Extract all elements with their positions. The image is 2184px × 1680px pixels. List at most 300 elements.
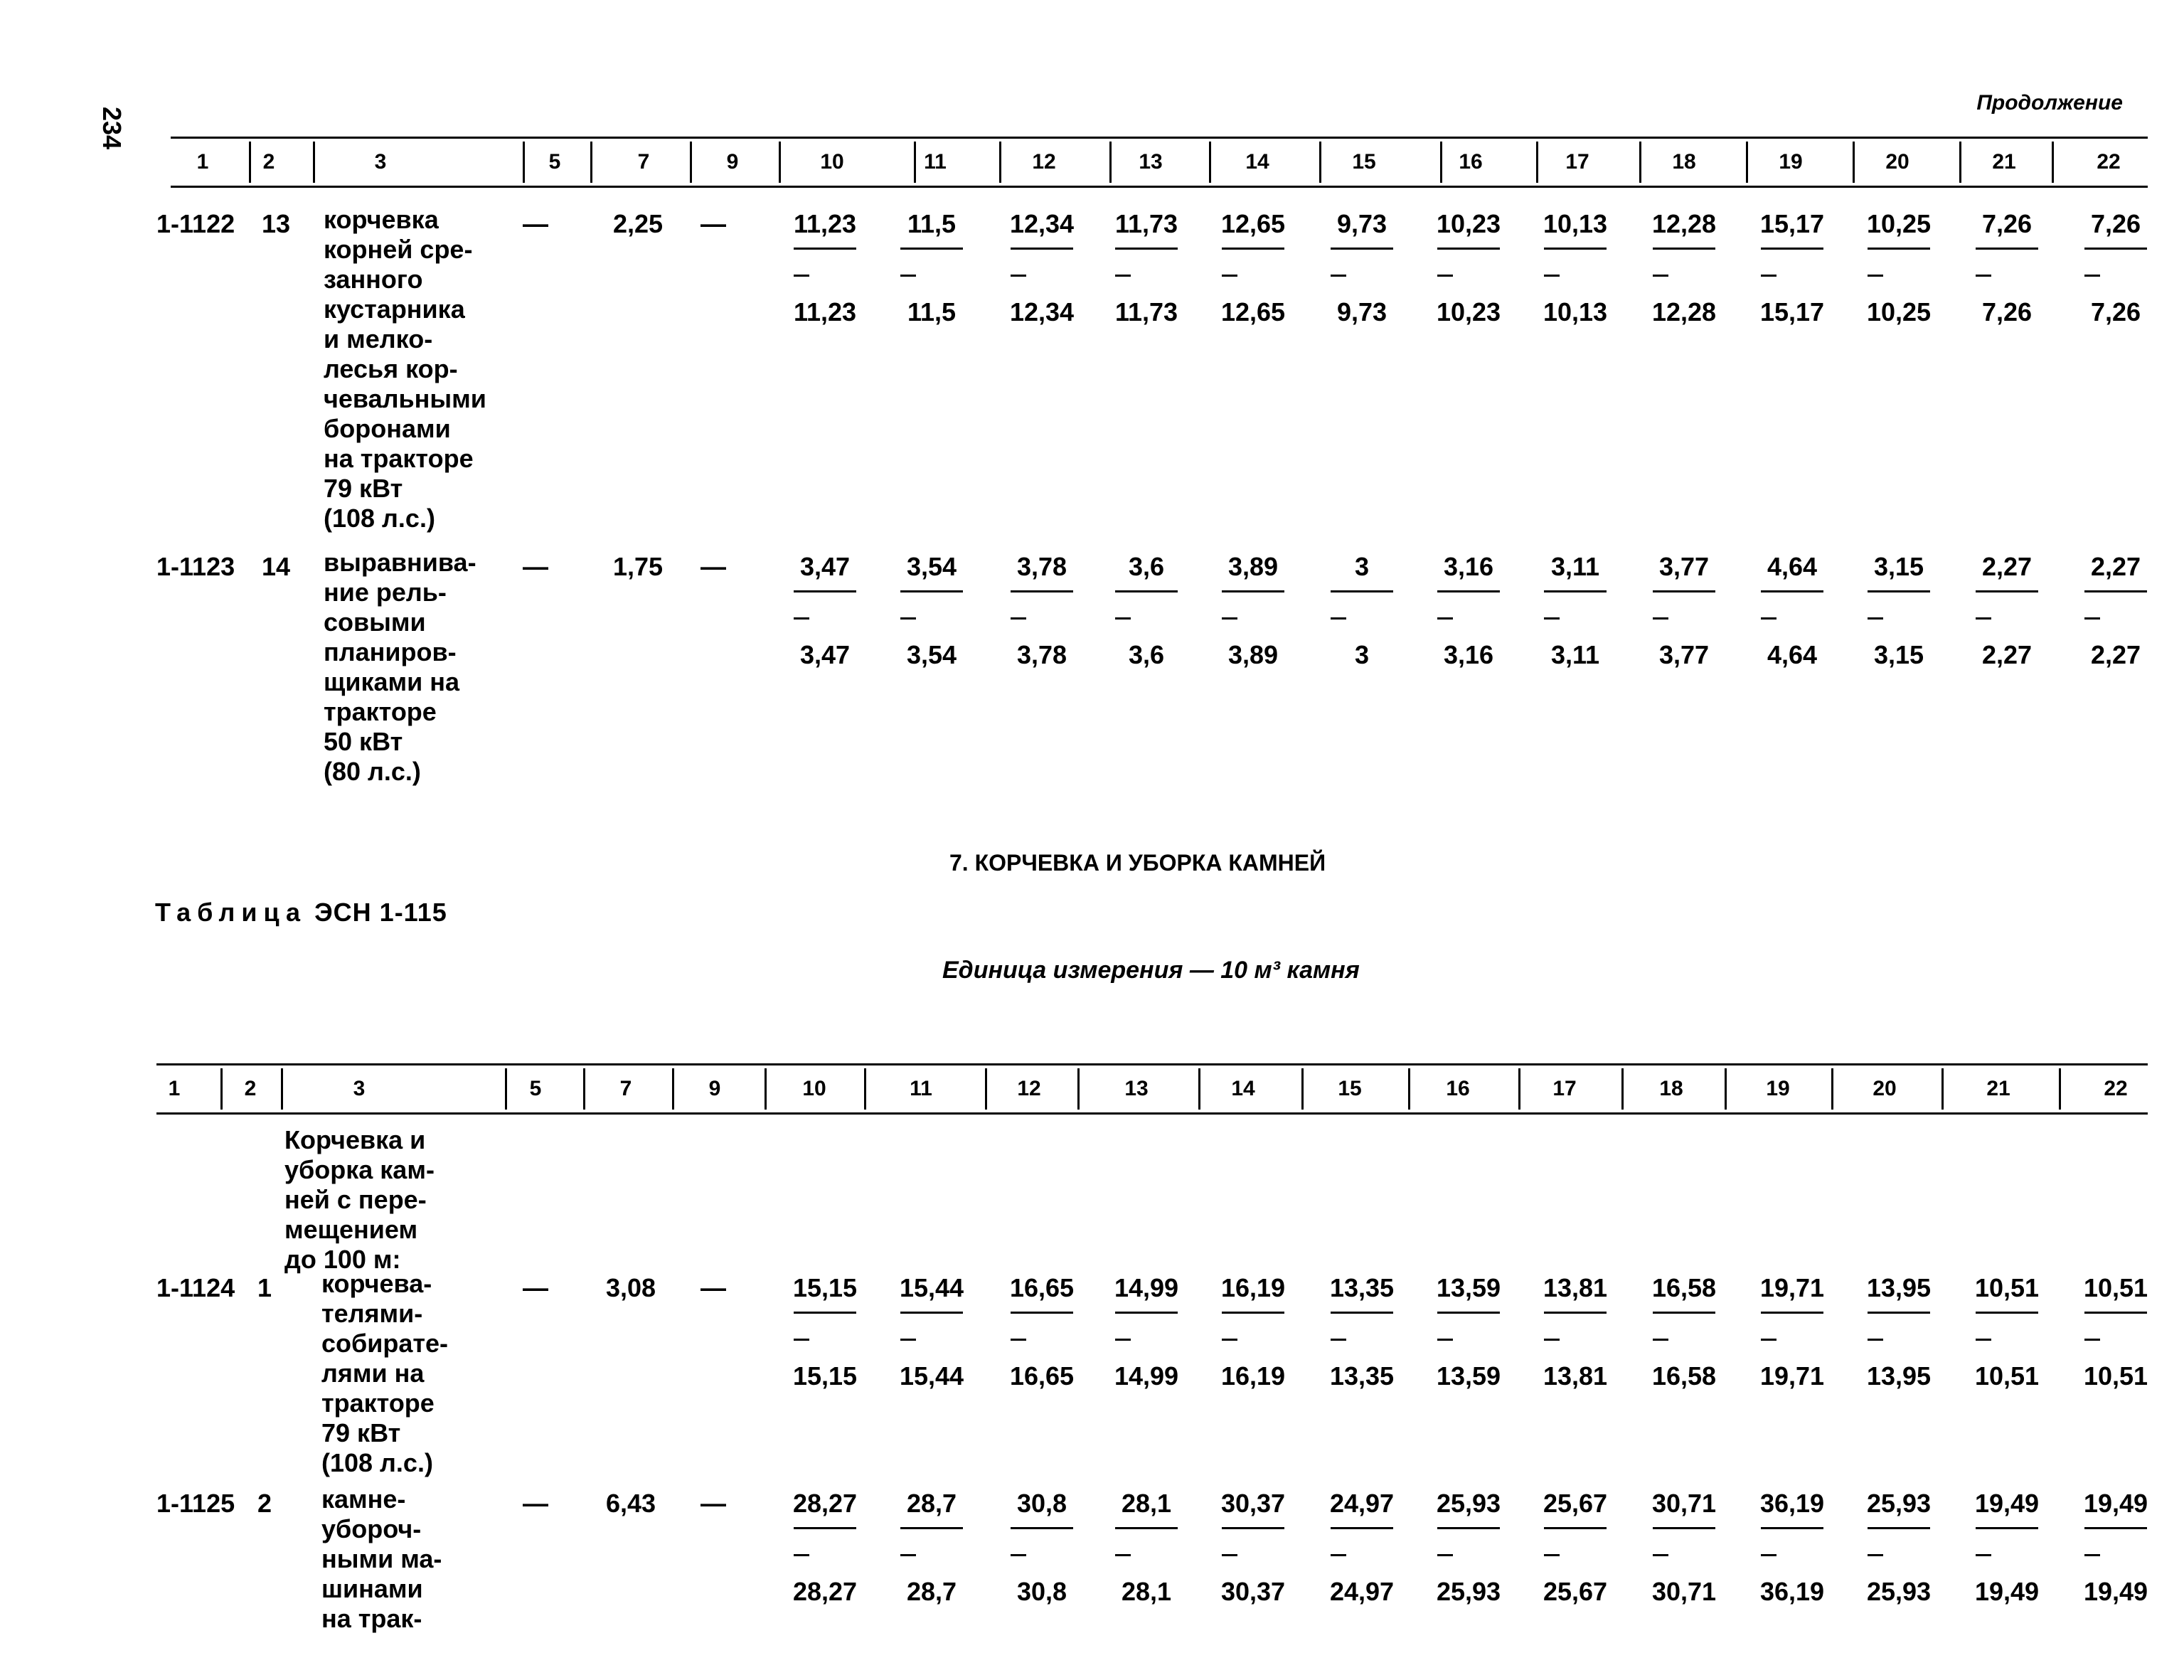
row-1-1125-value-denominator: 28,1 (1121, 1577, 1172, 1606)
fraction-bar (794, 590, 856, 592)
row-1-1124-value-denominator: 15,44 (899, 1361, 964, 1391)
header-cell-col-13: 13 (1139, 150, 1163, 174)
header-cell-col-21: 21 (1992, 150, 2016, 174)
row-1-1122-value-denominator: 7,26 (2090, 297, 2141, 326)
row-1-1123-value-numerator: 2,27 (1981, 552, 2033, 581)
row-1-1123-value-numerator: 2,27 (2090, 552, 2141, 581)
header-separator (1209, 142, 1211, 183)
fraction-bar (1544, 248, 1607, 250)
row-1-1124-value-denominator: 15,15 (792, 1361, 858, 1391)
row-1-1124-description: корчева- телями- собирате- лями на тракторе 79 кВт (108 л.с.) (321, 1269, 449, 1477)
row-1-1124-value-denominator: 10,51 (1974, 1361, 2040, 1391)
header-cell-col-13: 13 (1124, 1077, 1149, 1100)
fraction-dash (2084, 1339, 2100, 1341)
header-cell-col-22: 22 (2097, 150, 2121, 174)
row-1-1123-col7: 1,75 (613, 552, 664, 581)
fraction-dash (1437, 617, 1453, 620)
header-cell-col-17: 17 (1552, 1077, 1577, 1100)
fraction-bar (1544, 1527, 1607, 1529)
fraction-bar (1761, 1312, 1823, 1314)
row-1-1122-value-denominator: 12,65 (1220, 297, 1286, 326)
row-1-1124-value-numerator: 16,65 (1009, 1273, 1075, 1302)
row-1-1125-value-numerator: 36,19 (1759, 1489, 1825, 1518)
fraction-dash (1653, 1339, 1668, 1341)
header-separator (1831, 1068, 1833, 1110)
row-1-1125-code: 1-1125 (156, 1489, 235, 1518)
row-1-1124-value-numerator: 15,44 (899, 1273, 964, 1302)
row-1-1123-value-denominator: 3,11 (1550, 640, 1600, 669)
header-separator (914, 142, 916, 183)
row-1-1125-value-denominator: 30,8 (1016, 1577, 1067, 1606)
row-1-1122-value-numerator: 11,23 (793, 209, 857, 238)
header-cell-col-15: 15 (1338, 1077, 1362, 1100)
fraction-dash (1544, 1554, 1560, 1556)
row-1-1122-value-denominator: 15,17 (1759, 297, 1825, 326)
header-separator (505, 1068, 507, 1110)
fraction-dash (1331, 1339, 1346, 1341)
fraction-bar (1222, 590, 1284, 592)
fraction-dash (1437, 1339, 1453, 1341)
row-1-1124-value-numerator: 16,19 (1220, 1273, 1286, 1302)
fraction-dash (1011, 1339, 1026, 1341)
header-separator (765, 1068, 767, 1110)
row-1-1124-value-denominator: 16,19 (1220, 1361, 1286, 1391)
row-1-1125-value-denominator: 36,19 (1759, 1577, 1825, 1606)
header-cell-col-18: 18 (1672, 150, 1696, 174)
header-separator (523, 142, 525, 183)
header-separator (1941, 1068, 1944, 1110)
fraction-bar (1976, 590, 2038, 592)
fraction-bar (1437, 1312, 1500, 1314)
row-1-1125-value-numerator: 28,27 (792, 1489, 858, 1518)
row-1-1125-value-numerator: 28,7 (906, 1489, 957, 1518)
row-1-1125-value-denominator: 19,49 (2083, 1577, 2148, 1606)
row-1-1124-value-denominator: 13,95 (1866, 1361, 1932, 1391)
fraction-bar (1761, 590, 1823, 592)
fraction-bar (1437, 590, 1500, 592)
fraction-dash (900, 1339, 916, 1341)
header-cell-col-19: 19 (1779, 150, 1803, 174)
fraction-bar (1011, 1527, 1073, 1529)
header-cell-col-20: 20 (1873, 1077, 1897, 1100)
header-cell-col-18: 18 (1659, 1077, 1683, 1100)
table2-header (156, 1063, 2148, 1115)
header-separator (1959, 142, 1961, 183)
row-1-1125-value-denominator: 30,37 (1220, 1577, 1286, 1606)
row-1-1125-value-numerator: 30,37 (1220, 1489, 1286, 1518)
row-1-1125-value-numerator: 25,93 (1436, 1489, 1501, 1518)
fraction-bar (1011, 590, 1073, 592)
row-1-1123-value-numerator: 3,16 (1443, 552, 1494, 581)
row-1-1124-value-denominator: 13,35 (1329, 1361, 1395, 1391)
header-cell-col-14: 14 (1245, 150, 1269, 174)
fraction-dash (1115, 275, 1131, 277)
unit-of-measure: Единица измерения — 10 м³ камня (942, 957, 1360, 984)
header-cell-col-21: 21 (1986, 1077, 2010, 1100)
row-1-1124-number: 1 (257, 1273, 272, 1302)
fraction-bar (2084, 1312, 2147, 1314)
header-separator (1198, 1068, 1200, 1110)
header-cell-col-9: 9 (708, 1077, 721, 1100)
fraction-dash (1011, 617, 1026, 620)
row-1-1122-value-numerator: 12,28 (1651, 209, 1717, 238)
header-separator (313, 142, 315, 183)
fraction-dash (1761, 275, 1777, 277)
fraction-dash (1115, 617, 1131, 620)
fraction-bar (1976, 1312, 2038, 1314)
header-cell-col-2: 2 (262, 150, 275, 174)
fraction-bar (1437, 1527, 1500, 1529)
row-1-1122-value-numerator: 10,25 (1866, 209, 1932, 238)
fraction-bar (794, 248, 856, 250)
row-1-1124-col7: 3,08 (606, 1273, 656, 1302)
fraction-bar (1868, 590, 1930, 592)
row-1-1123-value-denominator: 3,77 (1658, 640, 1710, 669)
row-1-1122-value-denominator: 11,23 (793, 297, 857, 326)
header-cell-col-11: 11 (910, 1077, 932, 1100)
header-separator (1746, 142, 1748, 183)
fraction-bar (900, 248, 963, 250)
fraction-dash (1653, 275, 1668, 277)
row-1-1122-col5: — (523, 209, 548, 238)
header-separator (590, 142, 592, 183)
header-separator (220, 1068, 223, 1110)
fraction-bar (1331, 248, 1393, 250)
row-1-1122-value-numerator: 10,13 (1543, 209, 1608, 238)
fraction-bar (1115, 590, 1178, 592)
fraction-bar (2084, 1527, 2147, 1529)
row-1-1123-value-denominator: 2,27 (2090, 640, 2141, 669)
fraction-dash (1544, 1339, 1560, 1341)
header-cell-col-22: 22 (2104, 1077, 2128, 1100)
fraction-dash (1115, 1339, 1131, 1341)
row-1-1124-value-numerator: 13,95 (1866, 1273, 1932, 1302)
row-1-1124-value-numerator: 13,59 (1436, 1273, 1501, 1302)
row-1-1122-col7: 2,25 (613, 209, 664, 238)
row-1-1125-value-denominator: 25,67 (1543, 1577, 1608, 1606)
row-1-1123-value-denominator: 3,6 (1128, 640, 1165, 669)
row-1-1125-value-denominator: 30,71 (1651, 1577, 1717, 1606)
fraction-dash (1976, 275, 1991, 277)
row-1-1125-value-numerator: 25,67 (1543, 1489, 1608, 1518)
header-cell-col-19: 19 (1766, 1077, 1790, 1100)
fraction-dash (1868, 1554, 1883, 1556)
fraction-dash (1222, 1554, 1237, 1556)
header-cell-col-12: 12 (1032, 150, 1056, 174)
row-1-1125-number: 2 (257, 1489, 272, 1518)
row-1-1124-value-numerator: 13,35 (1329, 1273, 1395, 1302)
row-1-1123-value-denominator: 3 (1354, 640, 1370, 669)
fraction-bar (900, 590, 963, 592)
header-separator (249, 142, 251, 183)
row-1-1123-code: 1-1123 (156, 552, 235, 581)
header-cell-col-3: 3 (374, 150, 387, 174)
row-1-1122-value-denominator: 12,28 (1651, 297, 1717, 326)
row-1-1125-value-numerator: 19,49 (2083, 1489, 2148, 1518)
fraction-dash (900, 617, 916, 620)
fraction-dash (1868, 617, 1883, 620)
row-1-1122-value-numerator: 11,73 (1114, 209, 1178, 238)
header-separator (281, 1068, 283, 1110)
row-1-1125-value-denominator: 28,7 (906, 1577, 957, 1606)
row-1-1123-value-numerator: 3,6 (1128, 552, 1165, 581)
row-1-1124-value-numerator: 14,99 (1114, 1273, 1179, 1302)
row-1-1124-value-numerator: 13,81 (1543, 1273, 1608, 1302)
header-cell-col-7: 7 (619, 1077, 632, 1100)
row-1-1123-col5: — (523, 552, 548, 581)
fraction-bar (900, 1312, 963, 1314)
row-1-1122-value-denominator: 12,34 (1009, 297, 1075, 326)
row-1-1122-value-numerator: 7,26 (1981, 209, 2033, 238)
row-1-1125-value-numerator: 25,93 (1866, 1489, 1932, 1518)
row-1-1125-value-denominator: 19,49 (1974, 1577, 2040, 1606)
fraction-dash (1544, 617, 1560, 620)
row-1-1123-value-denominator: 4,64 (1767, 640, 1818, 669)
row-1-1122-value-numerator: 9,73 (1336, 209, 1387, 238)
row-1-1123-value-numerator: 3,54 (906, 552, 957, 581)
fraction-bar (1976, 248, 2038, 250)
row-1-1123-value-denominator: 2,27 (1981, 640, 2033, 669)
row-1-1125-value-numerator: 30,8 (1016, 1489, 1067, 1518)
fraction-bar (900, 1527, 963, 1529)
fraction-bar (1011, 248, 1073, 250)
fraction-dash (900, 275, 916, 277)
fraction-bar (1761, 248, 1823, 250)
row-1-1123-value-numerator: 3 (1354, 552, 1370, 581)
row-1-1122-value-numerator: 11,5 (907, 209, 957, 238)
table1-header (171, 137, 2148, 188)
fraction-dash (1331, 617, 1346, 620)
row-1-1124-value-numerator: 19,71 (1759, 1273, 1825, 1302)
fraction-dash (900, 1554, 916, 1556)
fraction-bar (1868, 1527, 1930, 1529)
fraction-bar (1437, 248, 1500, 250)
row-1-1124-value-denominator: 13,59 (1436, 1361, 1501, 1391)
row-1-1123-col9: — (701, 552, 726, 581)
row-1-1124-value-denominator: 19,71 (1759, 1361, 1825, 1391)
header-cell-col-16: 16 (1446, 1077, 1470, 1100)
row-1-1122-value-denominator: 10,25 (1866, 297, 1932, 326)
fraction-bar (2084, 248, 2147, 250)
fraction-dash (794, 275, 809, 277)
header-cell-col-14: 14 (1231, 1077, 1255, 1100)
header-cell-col-15: 15 (1352, 150, 1376, 174)
continuation-label: Продолжение (1976, 91, 2123, 115)
row-1-1125-value-denominator: 25,93 (1436, 1577, 1501, 1606)
header-separator (1725, 1068, 1727, 1110)
row-1-1124-value-denominator: 16,65 (1009, 1361, 1075, 1391)
fraction-dash (1544, 275, 1560, 277)
row-1-1122-value-numerator: 15,17 (1759, 209, 1825, 238)
header-separator (1853, 142, 1855, 183)
fraction-bar (1011, 1312, 1073, 1314)
table-caption-code: ЭСН 1-115 (314, 898, 447, 927)
row-1-1123-number: 14 (262, 552, 291, 581)
fraction-dash (1976, 1339, 1991, 1341)
row-1-1123-value-denominator: 3,78 (1016, 640, 1067, 669)
header-separator (864, 1068, 866, 1110)
header-separator (779, 142, 781, 183)
row-1-1125-col9: — (701, 1489, 726, 1518)
row-1-1122-value-denominator: 7,26 (1981, 297, 2033, 326)
row-1-1122-value-numerator: 12,34 (1009, 209, 1075, 238)
row-1-1123-value-denominator: 3,16 (1443, 640, 1494, 669)
header-separator (672, 1068, 674, 1110)
row-1-1125-value-numerator: 30,71 (1651, 1489, 1717, 1518)
fraction-bar (1653, 248, 1715, 250)
fraction-dash (794, 1554, 809, 1556)
table-caption (155, 898, 447, 927)
fraction-bar (1544, 1312, 1607, 1314)
fraction-dash (1437, 1554, 1453, 1556)
header-separator (1536, 142, 1538, 183)
fraction-bar (1115, 1312, 1178, 1314)
row-1-1124-value-denominator: 10,51 (2083, 1361, 2148, 1391)
fraction-bar (1222, 1312, 1284, 1314)
row-1-1122-description: корчевка корней сре- занного кустарника и мелко- лесья кор- чевальными боронами на тракторе 79 кВт (108 л.с.) (324, 205, 486, 533)
header-separator (1408, 1068, 1410, 1110)
fraction-dash (1653, 1554, 1668, 1556)
header-cell-col-12: 12 (1017, 1077, 1041, 1100)
header-cell-col-5: 5 (548, 150, 561, 174)
row-1-1124-code: 1-1124 (156, 1273, 235, 1302)
row-1-1124-value-numerator: 10,51 (2083, 1273, 2148, 1302)
fraction-dash (1653, 617, 1668, 620)
fraction-dash (1222, 275, 1237, 277)
row-1-1125-value-numerator: 19,49 (1974, 1489, 2040, 1518)
row-1-1122-value-denominator: 10,13 (1543, 297, 1608, 326)
row-1-1123-value-numerator: 3,47 (799, 552, 851, 581)
header-cell-col-9: 9 (726, 150, 739, 174)
fraction-bar (1115, 248, 1178, 250)
header-separator (583, 1068, 585, 1110)
header-separator (2052, 142, 2054, 183)
row-1-1124-value-numerator: 15,15 (792, 1273, 858, 1302)
fraction-dash (1011, 275, 1026, 277)
header-separator (1440, 142, 1442, 183)
header-separator (985, 1068, 987, 1110)
row-1-1123-value-numerator: 3,11 (1550, 552, 1600, 581)
header-separator (1077, 1068, 1080, 1110)
row-1-1123-value-numerator: 3,78 (1016, 552, 1067, 581)
fraction-dash (1011, 1554, 1026, 1556)
header-separator (1639, 142, 1641, 183)
fraction-dash (1976, 1554, 1991, 1556)
header-separator (1301, 1068, 1304, 1110)
fraction-bar (794, 1527, 856, 1529)
row-1-1123-value-numerator: 4,64 (1767, 552, 1818, 581)
fraction-dash (1868, 275, 1883, 277)
header-separator (1109, 142, 1112, 183)
fraction-dash (2084, 275, 2100, 277)
fraction-dash (1115, 1554, 1131, 1556)
header-separator (2059, 1068, 2061, 1110)
page-number: 234 (97, 107, 127, 150)
header-cell-col-5: 5 (529, 1077, 542, 1100)
header-separator (690, 142, 692, 183)
row-1-1125-value-numerator: 28,1 (1121, 1489, 1172, 1518)
section-title: 7. КОРЧЕВКА И УБОРКА КАМНЕЙ (949, 850, 1326, 876)
fraction-bar (1868, 1312, 1930, 1314)
row-1-1124-value-numerator: 16,58 (1651, 1273, 1717, 1302)
row-1-1122-number: 13 (262, 209, 291, 238)
row-1-1124-value-numerator: 10,51 (1974, 1273, 2040, 1302)
table-caption-word: Таблица (155, 898, 307, 927)
header-cell-col-20: 20 (1885, 150, 1909, 174)
row-1-1125-description: камне- убороч- ными ма- шинами на трак- (321, 1484, 442, 1633)
fraction-bar (1761, 1527, 1823, 1529)
row-1-1122-code: 1-1122 (156, 209, 235, 238)
header-cell-col-17: 17 (1565, 150, 1589, 174)
row-1-1123-value-numerator: 3,77 (1658, 552, 1710, 581)
fraction-bar (1331, 1527, 1393, 1529)
row-1-1123-value-denominator: 3,89 (1227, 640, 1279, 669)
row-1-1124-value-denominator: 13,81 (1543, 1361, 1608, 1391)
fraction-dash (794, 617, 809, 620)
row-1-1125-value-denominator: 24,97 (1329, 1577, 1395, 1606)
fraction-bar (1653, 590, 1715, 592)
group-description: Корчевка и уборка кам- ней с пере- мещением до 100 м: (284, 1125, 435, 1274)
fraction-dash (1761, 1554, 1777, 1556)
fraction-dash (794, 1339, 809, 1341)
fraction-bar (1331, 1312, 1393, 1314)
fraction-bar (1222, 248, 1284, 250)
fraction-bar (1653, 1312, 1715, 1314)
header-separator (999, 142, 1001, 183)
header-cell-col-7: 7 (637, 150, 650, 174)
row-1-1123-value-denominator: 3,15 (1873, 640, 1924, 669)
fraction-dash (1222, 1339, 1237, 1341)
row-1-1123-value-denominator: 3,47 (799, 640, 851, 669)
fraction-dash (1761, 617, 1777, 620)
row-1-1122-value-denominator: 10,23 (1436, 297, 1501, 326)
row-1-1124-col5: — (523, 1273, 548, 1302)
row-1-1123-value-numerator: 3,15 (1873, 552, 1924, 581)
fraction-bar (1222, 1527, 1284, 1529)
row-1-1122-value-denominator: 9,73 (1336, 297, 1387, 326)
row-1-1124-value-denominator: 16,58 (1651, 1361, 1717, 1391)
header-separator (1319, 142, 1321, 183)
fraction-bar (1115, 1527, 1178, 1529)
fraction-bar (2084, 590, 2147, 592)
header-cell-col-1: 1 (196, 150, 209, 174)
fraction-bar (1331, 590, 1393, 592)
header-cell-col-1: 1 (168, 1077, 181, 1100)
row-1-1122-value-denominator: 11,5 (907, 297, 957, 326)
row-1-1125-value-numerator: 24,97 (1329, 1489, 1395, 1518)
fraction-bar (794, 1312, 856, 1314)
row-1-1122-value-numerator: 10,23 (1436, 209, 1501, 238)
row-1-1125-col7: 6,43 (606, 1489, 656, 1518)
header-cell-col-16: 16 (1459, 150, 1483, 174)
fraction-bar (1868, 248, 1930, 250)
fraction-dash (1331, 275, 1346, 277)
header-separator (1621, 1068, 1624, 1110)
fraction-bar (1653, 1527, 1715, 1529)
row-1-1122-value-numerator: 7,26 (2090, 209, 2141, 238)
fraction-dash (1761, 1339, 1777, 1341)
row-1-1123-value-denominator: 3,54 (906, 640, 957, 669)
fraction-bar (1544, 590, 1607, 592)
row-1-1125-col5: — (523, 1489, 548, 1518)
row-1-1122-value-denominator: 11,73 (1114, 297, 1178, 326)
row-1-1122-value-numerator: 12,65 (1220, 209, 1286, 238)
row-1-1123-description: выравнива- ние рель- совыми планиров- щиками на тракторе 50 кВт (80 л.с.) (324, 548, 476, 786)
header-cell-col-11: 11 (924, 150, 947, 174)
fraction-dash (1868, 1339, 1883, 1341)
fraction-dash (2084, 1554, 2100, 1556)
fraction-bar (1976, 1527, 2038, 1529)
